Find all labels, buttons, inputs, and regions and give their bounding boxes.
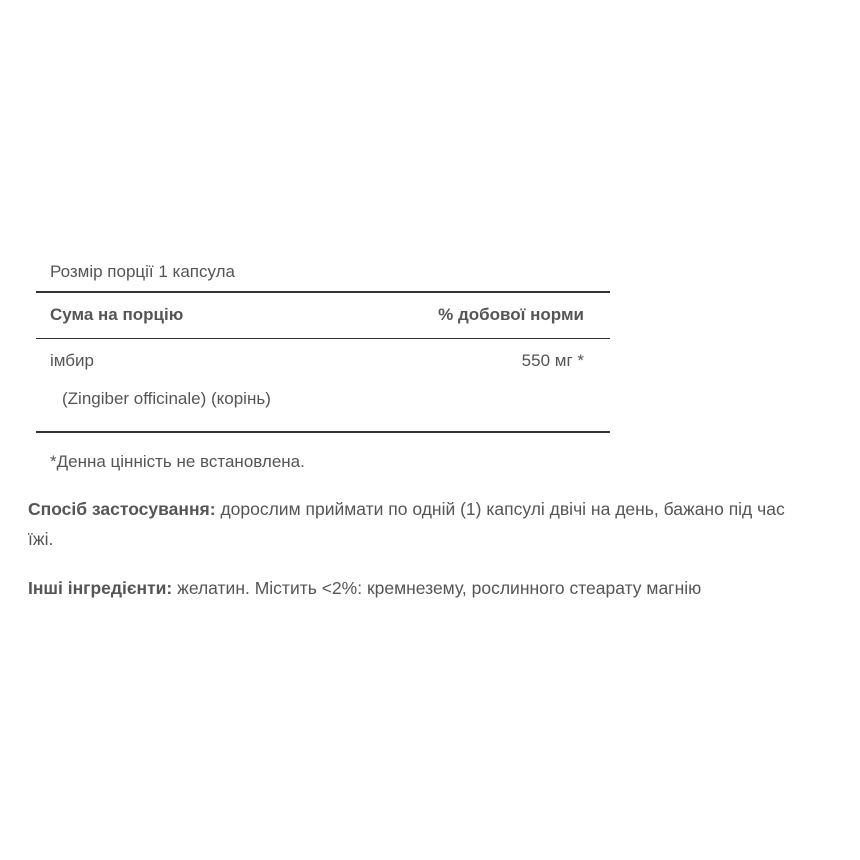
ingredient-amount: 550 мг *: [521, 351, 584, 370]
ingredient-latin-name: (Zingiber officinale) (корінь): [62, 389, 271, 408]
usage-paragraph: [28, 494, 798, 554]
daily-value-header: % добової норми: [438, 305, 584, 324]
other-ingredients-label: Інші інгредієнти:: [28, 578, 173, 598]
serving-size: Розмір порції 1 капсула: [36, 251, 610, 293]
other-ingredients-paragraph: [28, 573, 828, 603]
usage-text: дорослим приймати по одній (1) капсулі двічі на день, бажано під час їжі.: [28, 499, 785, 549]
amount-per-serving-header: Сума на порцію: [50, 305, 184, 324]
supplement-facts-table: [36, 251, 610, 433]
usage-label: Спосіб застосування:: [28, 499, 216, 519]
daily-value-footnote: *Денна цінність не встановлена.: [50, 452, 305, 471]
ingredient-name: імбир: [50, 351, 94, 370]
table-row: [36, 339, 610, 433]
table-header-row: [36, 293, 610, 339]
other-ingredients-text: желатин. Містить <2%: кремнезему, рослинного стеарату магнію: [172, 578, 702, 598]
